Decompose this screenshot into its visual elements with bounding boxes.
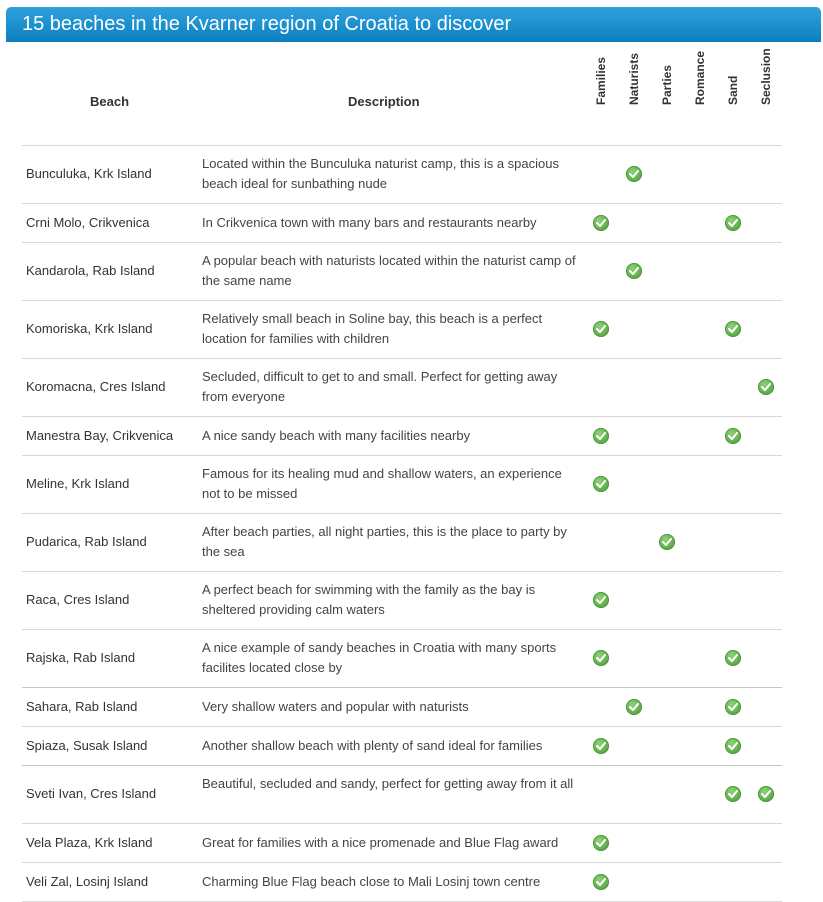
page-title: 15 beaches in the Kvarner region of Croatia to discover bbox=[22, 13, 512, 35]
beach-name: Crni Molo, Crikvenica bbox=[26, 215, 150, 230]
beach-description: Very shallow waters and popular with naturists bbox=[202, 699, 469, 714]
beach-name: Spiaza, Susak Island bbox=[26, 738, 148, 753]
table-row bbox=[22, 862, 782, 902]
table-row bbox=[22, 455, 782, 513]
beach-name: Vela Plaza, Krk Island bbox=[26, 835, 153, 850]
sand-check-icon bbox=[725, 786, 741, 802]
seclusion-check-icon bbox=[758, 786, 774, 802]
beach-description: After beach parties, all night parties, this is the place to party by the sea bbox=[202, 524, 567, 559]
beach-description: A perfect beach for swimming with the family as the bay is sheltered providing calm waters bbox=[202, 582, 536, 617]
beach-description: A popular beach with naturists located within the naturist camp of the same name bbox=[202, 253, 576, 288]
table-row bbox=[22, 823, 782, 862]
beach-name: Sahara, Rab Island bbox=[26, 699, 138, 714]
beach-description: Famous for its healing mud and shallow waters, an experience not to be missed bbox=[202, 466, 562, 501]
table-row bbox=[22, 629, 782, 687]
naturists-check-icon bbox=[626, 166, 642, 182]
table-row bbox=[22, 203, 782, 242]
beach-name: Bunculuka, Krk Island bbox=[26, 166, 152, 181]
beach-description: Great for families with a nice promenade and Blue Flag award bbox=[202, 835, 559, 850]
naturists-check-icon bbox=[626, 699, 642, 715]
table-row bbox=[22, 242, 782, 300]
sand-check-icon bbox=[725, 738, 741, 754]
beach-name: Raca, Cres Island bbox=[26, 592, 130, 607]
families-check-icon bbox=[593, 215, 609, 231]
table-row bbox=[22, 571, 782, 629]
beach-description: Another shallow beach with plenty of sand ideal for families bbox=[202, 738, 543, 753]
beach-description: In Crikvenica town with many bars and restaurants nearby bbox=[202, 215, 537, 230]
beach-table bbox=[22, 145, 782, 902]
title-bar bbox=[6, 7, 821, 42]
parties-check-icon bbox=[659, 534, 675, 550]
beach-name: Veli Zal, Losinj Island bbox=[26, 874, 149, 889]
families-check-icon bbox=[593, 476, 609, 492]
beach-name: Manestra Bay, Crikvenica bbox=[26, 428, 174, 443]
table-row bbox=[22, 145, 782, 203]
beach-description: A nice sandy beach with many facilities nearby bbox=[202, 428, 471, 443]
table-row bbox=[22, 513, 782, 571]
sand-check-icon bbox=[725, 215, 741, 231]
beach-name: Komoriska, Krk Island bbox=[26, 321, 153, 336]
families-check-icon bbox=[593, 835, 609, 851]
table-row bbox=[22, 416, 782, 455]
beach-name: Pudarica, Rab Island bbox=[26, 534, 147, 549]
beach-description: Secluded, difficult to get to and small. Perfect for getting away from everyone bbox=[202, 369, 558, 404]
column-header-beach: Beach bbox=[90, 94, 130, 109]
column-header-description: Description bbox=[348, 94, 420, 109]
table-row bbox=[22, 687, 782, 726]
families-check-icon bbox=[593, 650, 609, 666]
beach-description: Beautiful, secluded and sandy, perfect for getting away from it all bbox=[202, 776, 574, 791]
families-check-icon bbox=[593, 738, 609, 754]
table-row bbox=[22, 358, 782, 416]
beach-description: Located within the Bunculuka naturist camp, this is a spacious beach ideal for sunbathing nude bbox=[202, 156, 559, 191]
table-row bbox=[22, 765, 782, 823]
beach-name: Koromacna, Cres Island bbox=[26, 379, 166, 394]
beach-description: Relatively small beach in Soline bay, this beach is a perfect location for families with children bbox=[202, 311, 543, 346]
sand-check-icon bbox=[725, 321, 741, 337]
families-check-icon bbox=[593, 874, 609, 890]
beach-description: Charming Blue Flag beach close to Mali Losinj town centre bbox=[202, 874, 541, 889]
naturists-check-icon bbox=[626, 263, 642, 279]
sand-check-icon bbox=[725, 650, 741, 666]
sand-check-icon bbox=[725, 699, 741, 715]
seclusion-check-icon bbox=[758, 379, 774, 395]
table-row bbox=[22, 726, 782, 765]
beach-name: Sveti Ivan, Cres Island bbox=[26, 786, 157, 801]
families-check-icon bbox=[593, 321, 609, 337]
sand-check-icon bbox=[725, 428, 741, 444]
beach-description: A nice example of sandy beaches in Croatia with many sports facilites located close by bbox=[202, 640, 557, 675]
families-check-icon bbox=[593, 428, 609, 444]
families-check-icon bbox=[593, 592, 609, 608]
beach-name: Kandarola, Rab Island bbox=[26, 263, 155, 278]
table-row bbox=[22, 300, 782, 358]
beach-name: Meline, Krk Island bbox=[26, 476, 130, 491]
beach-name: Rajska, Rab Island bbox=[26, 650, 136, 665]
